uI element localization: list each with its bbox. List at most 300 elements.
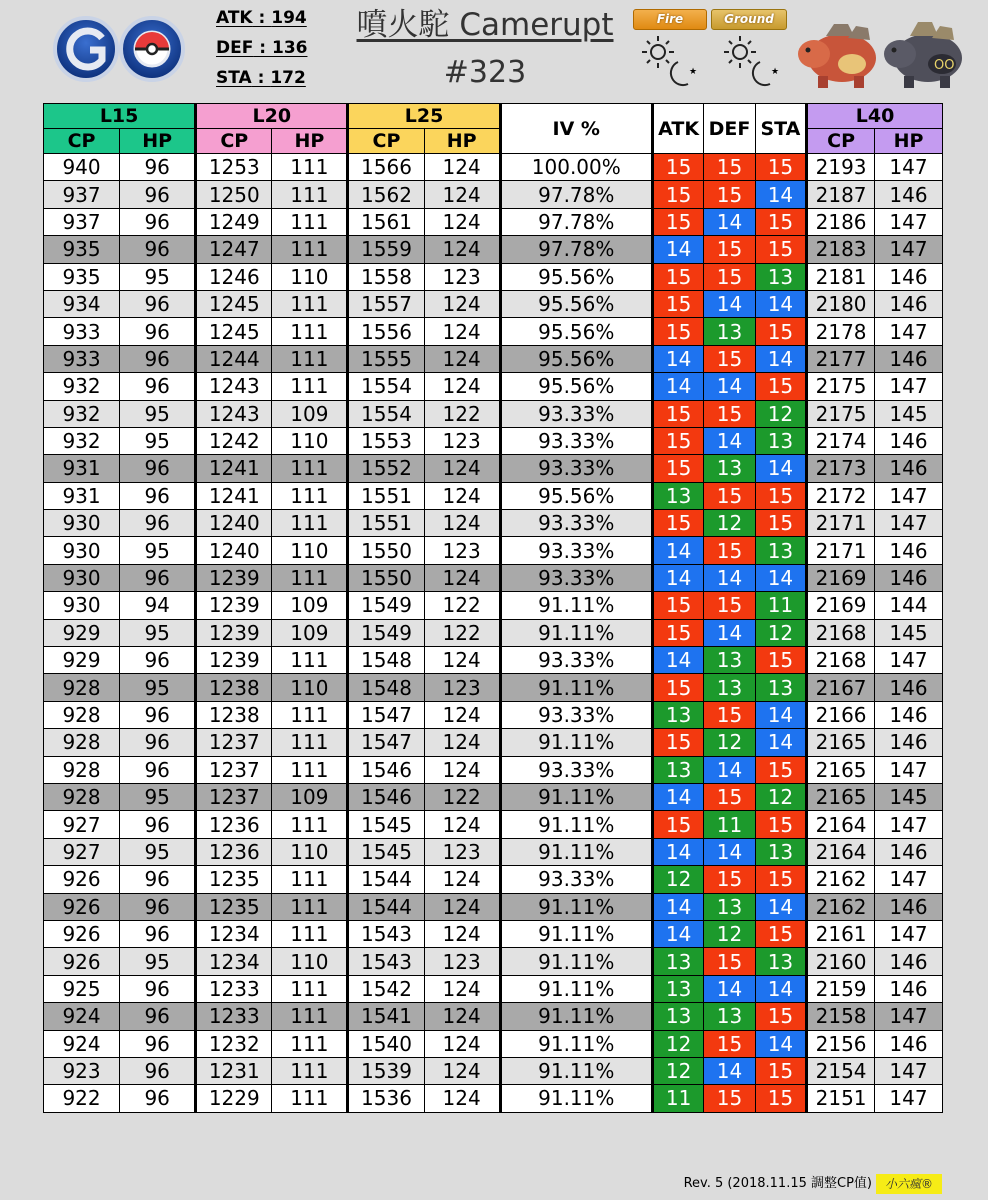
stat-def: DEF : 136 <box>216 38 308 58</box>
cell-l25hp: 124 <box>424 510 500 537</box>
cell-iv: 93.33% <box>500 455 652 482</box>
header-l15: L15 <box>44 104 196 129</box>
table-row <box>44 811 943 838</box>
cell-sta: 13 <box>755 537 806 564</box>
cell-l40hp: 147 <box>875 510 943 537</box>
cell-iv: 91.11% <box>500 674 652 701</box>
cell-sta: 15 <box>755 482 806 509</box>
table-row <box>44 263 943 290</box>
cell-sta: 15 <box>755 236 806 263</box>
cell-def: 15 <box>704 263 755 290</box>
cell-l40cp: 2180 <box>807 290 875 317</box>
cell-l40cp: 2175 <box>807 400 875 427</box>
svg-text:★: ★ <box>689 67 698 77</box>
cell-l20hp: 109 <box>272 400 348 427</box>
cell-l15cp: 928 <box>44 674 120 701</box>
cell-iv: 93.33% <box>500 701 652 728</box>
cell-l25cp: 1539 <box>348 1057 424 1084</box>
cell-l40hp: 147 <box>875 756 943 783</box>
cell-l20cp: 1242 <box>196 427 272 454</box>
cell-def: 14 <box>704 373 755 400</box>
header-hp: HP <box>875 129 943 154</box>
cell-l25cp: 1551 <box>348 482 424 509</box>
cell-l25cp: 1549 <box>348 619 424 646</box>
table-row <box>44 1030 943 1057</box>
cell-l20hp: 111 <box>272 345 348 372</box>
cell-l25hp: 124 <box>424 154 500 181</box>
cell-def: 15 <box>704 181 755 208</box>
cell-l15hp: 96 <box>120 510 196 537</box>
cell-l15hp: 96 <box>120 1057 196 1084</box>
cell-l15cp: 926 <box>44 866 120 893</box>
cell-l20cp: 1237 <box>196 729 272 756</box>
cell-l15hp: 95 <box>120 263 196 290</box>
table-row <box>44 948 943 975</box>
cell-l25hp: 124 <box>424 893 500 920</box>
table-row <box>44 701 943 728</box>
cell-atk: 15 <box>652 290 703 317</box>
cell-l40hp: 146 <box>875 975 943 1002</box>
header-cp: CP <box>196 129 272 154</box>
cell-l40cp: 2181 <box>807 263 875 290</box>
cell-l25cp: 1558 <box>348 263 424 290</box>
cell-def: 11 <box>704 811 755 838</box>
table-row <box>44 893 943 920</box>
table-row <box>44 838 943 865</box>
cell-l25hp: 124 <box>424 482 500 509</box>
cell-l15hp: 96 <box>120 701 196 728</box>
cell-l40cp: 2165 <box>807 783 875 810</box>
cell-atk: 14 <box>652 920 703 947</box>
cell-l40hp: 146 <box>875 701 943 728</box>
cell-l15cp: 933 <box>44 318 120 345</box>
cell-sta: 15 <box>755 318 806 345</box>
pokemon-go-logo-icon <box>52 14 186 84</box>
cell-atk: 13 <box>652 1003 703 1030</box>
cell-l25hp: 123 <box>424 838 500 865</box>
cell-l20hp: 111 <box>272 154 348 181</box>
cell-l40cp: 2193 <box>807 154 875 181</box>
cell-atk: 15 <box>652 181 703 208</box>
cell-l40cp: 2178 <box>807 318 875 345</box>
cell-sta: 13 <box>755 948 806 975</box>
cell-l20hp: 111 <box>272 729 348 756</box>
cell-l20hp: 111 <box>272 208 348 235</box>
cell-l40hp: 147 <box>875 811 943 838</box>
cell-l25cp: 1554 <box>348 373 424 400</box>
cell-atk: 14 <box>652 783 703 810</box>
cell-l15cp: 928 <box>44 756 120 783</box>
cell-atk: 14 <box>652 345 703 372</box>
cell-iv: 95.56% <box>500 318 652 345</box>
cell-l15cp: 940 <box>44 154 120 181</box>
table-row <box>44 181 943 208</box>
cell-def: 14 <box>704 564 755 591</box>
cell-l20cp: 1250 <box>196 181 272 208</box>
cell-l20hp: 111 <box>272 482 348 509</box>
cell-def: 15 <box>704 783 755 810</box>
cell-l15cp: 937 <box>44 208 120 235</box>
cell-l15cp: 930 <box>44 592 120 619</box>
cell-l40cp: 2173 <box>807 455 875 482</box>
cell-def: 15 <box>704 400 755 427</box>
table-row <box>44 455 943 482</box>
cell-iv: 91.11% <box>500 729 652 756</box>
cell-l20hp: 110 <box>272 948 348 975</box>
cell-l25cp: 1554 <box>348 400 424 427</box>
header-l20: L20 <box>196 104 348 129</box>
cell-l20hp: 110 <box>272 263 348 290</box>
cell-atk: 15 <box>652 811 703 838</box>
sun-moon-weather-icon <box>638 32 698 88</box>
table-row <box>44 975 943 1002</box>
cell-l25cp: 1546 <box>348 756 424 783</box>
cell-l15cp: 932 <box>44 427 120 454</box>
cell-l40cp: 2177 <box>807 345 875 372</box>
cell-l40cp: 2161 <box>807 920 875 947</box>
cell-l40cp: 2166 <box>807 701 875 728</box>
cell-l15hp: 96 <box>120 482 196 509</box>
cell-sta: 15 <box>755 1003 806 1030</box>
cell-def: 13 <box>704 647 755 674</box>
cell-atk: 13 <box>652 701 703 728</box>
cell-l20cp: 1234 <box>196 920 272 947</box>
cell-iv: 91.11% <box>500 920 652 947</box>
revision-note: Rev. 5 (2018.11.15 調整CP值) <box>683 1176 872 1191</box>
header-iv: IV % <box>500 104 652 154</box>
cell-def: 14 <box>704 208 755 235</box>
cell-l40cp: 2159 <box>807 975 875 1002</box>
table-row <box>44 564 943 591</box>
cell-atk: 15 <box>652 400 703 427</box>
cell-iv: 97.78% <box>500 181 652 208</box>
cell-def: 14 <box>704 1057 755 1084</box>
cell-l25cp: 1553 <box>348 427 424 454</box>
cell-l20hp: 111 <box>272 510 348 537</box>
cell-def: 12 <box>704 920 755 947</box>
cell-l25hp: 124 <box>424 1057 500 1084</box>
table-row <box>44 427 943 454</box>
cell-l20hp: 110 <box>272 674 348 701</box>
cell-def: 14 <box>704 427 755 454</box>
cell-l40hp: 146 <box>875 345 943 372</box>
cell-iv: 93.33% <box>500 756 652 783</box>
cell-sta: 11 <box>755 592 806 619</box>
cell-l20cp: 1229 <box>196 1085 272 1112</box>
cell-sta: 15 <box>755 866 806 893</box>
cell-atk: 14 <box>652 564 703 591</box>
cell-iv: 93.33% <box>500 510 652 537</box>
cell-iv: 91.11% <box>500 975 652 1002</box>
cell-l20cp: 1240 <box>196 537 272 564</box>
cell-l15hp: 95 <box>120 427 196 454</box>
cell-l20hp: 111 <box>272 236 348 263</box>
cell-l15hp: 95 <box>120 619 196 646</box>
cell-iv: 91.11% <box>500 811 652 838</box>
cell-sta: 12 <box>755 619 806 646</box>
cell-l20cp: 1249 <box>196 208 272 235</box>
cell-l25hp: 123 <box>424 427 500 454</box>
cell-l15cp: 929 <box>44 619 120 646</box>
cell-l25cp: 1566 <box>348 154 424 181</box>
cell-l25cp: 1561 <box>348 208 424 235</box>
cell-iv: 93.33% <box>500 647 652 674</box>
cell-l25cp: 1562 <box>348 181 424 208</box>
cell-l15hp: 96 <box>120 647 196 674</box>
cell-l40hp: 146 <box>875 455 943 482</box>
cell-atk: 14 <box>652 236 703 263</box>
cell-l25cp: 1545 <box>348 811 424 838</box>
cell-l25cp: 1550 <box>348 537 424 564</box>
cell-l40hp: 147 <box>875 318 943 345</box>
cell-l25cp: 1549 <box>348 592 424 619</box>
header-l40: L40 <box>807 104 943 129</box>
cell-l20hp: 111 <box>272 1030 348 1057</box>
cell-l15hp: 96 <box>120 181 196 208</box>
cell-atk: 14 <box>652 373 703 400</box>
cell-def: 15 <box>704 701 755 728</box>
cell-l40hp: 146 <box>875 290 943 317</box>
cell-l40hp: 146 <box>875 564 943 591</box>
cell-iv: 100.00% <box>500 154 652 181</box>
sun-moon-weather-icon <box>720 32 780 88</box>
header-cp: CP <box>44 129 120 154</box>
cell-l40cp: 2183 <box>807 236 875 263</box>
cell-l40cp: 2171 <box>807 510 875 537</box>
cell-l20cp: 1239 <box>196 564 272 591</box>
cell-atk: 13 <box>652 756 703 783</box>
cell-atk: 11 <box>652 1085 703 1112</box>
table-row <box>44 674 943 701</box>
cell-l25hp: 124 <box>424 920 500 947</box>
cell-l20hp: 111 <box>272 290 348 317</box>
cell-l25cp: 1556 <box>348 318 424 345</box>
cell-l25hp: 124 <box>424 866 500 893</box>
cell-sta: 13 <box>755 838 806 865</box>
svg-text:OO: OO <box>934 58 955 73</box>
cell-atk: 14 <box>652 893 703 920</box>
cell-l40hp: 146 <box>875 263 943 290</box>
table-row <box>44 154 943 181</box>
cell-l15cp: 937 <box>44 181 120 208</box>
cell-l40cp: 2169 <box>807 592 875 619</box>
cell-l40cp: 2175 <box>807 373 875 400</box>
cell-l40cp: 2172 <box>807 482 875 509</box>
cell-iv: 97.78% <box>500 236 652 263</box>
cell-atk: 15 <box>652 318 703 345</box>
table-row <box>44 290 943 317</box>
cell-sta: 12 <box>755 783 806 810</box>
cell-l15hp: 96 <box>120 920 196 947</box>
cell-atk: 15 <box>652 455 703 482</box>
cell-l15hp: 95 <box>120 948 196 975</box>
cell-def: 15 <box>704 948 755 975</box>
header-cp: CP <box>348 129 424 154</box>
cell-l20hp: 111 <box>272 564 348 591</box>
table-row <box>44 647 943 674</box>
cell-sta: 15 <box>755 1057 806 1084</box>
cell-l20cp: 1233 <box>196 975 272 1002</box>
cell-def: 15 <box>704 537 755 564</box>
table-row <box>44 592 943 619</box>
cell-iv: 93.33% <box>500 400 652 427</box>
cell-l15hp: 96 <box>120 1030 196 1057</box>
cell-l15hp: 96 <box>120 1085 196 1112</box>
table-row <box>44 1057 943 1084</box>
cell-def: 15 <box>704 154 755 181</box>
cell-iv: 91.11% <box>500 948 652 975</box>
cell-l25cp: 1555 <box>348 345 424 372</box>
cell-l40hp: 146 <box>875 948 943 975</box>
cell-sta: 14 <box>755 290 806 317</box>
cell-l40cp: 2168 <box>807 619 875 646</box>
header-hp: HP <box>120 129 196 154</box>
cell-l25hp: 124 <box>424 318 500 345</box>
base-stats <box>216 8 322 98</box>
cell-l40cp: 2165 <box>807 729 875 756</box>
cell-l15hp: 95 <box>120 674 196 701</box>
cell-l20cp: 1238 <box>196 674 272 701</box>
cell-l40hp: 147 <box>875 647 943 674</box>
cell-def: 14 <box>704 290 755 317</box>
cell-l25hp: 124 <box>424 455 500 482</box>
cell-l25hp: 124 <box>424 1030 500 1057</box>
cell-l20hp: 111 <box>272 1057 348 1084</box>
cell-l15hp: 96 <box>120 729 196 756</box>
cell-l20cp: 1237 <box>196 783 272 810</box>
header-sta: STA <box>755 104 806 154</box>
cell-l25cp: 1548 <box>348 647 424 674</box>
cell-l40hp: 146 <box>875 427 943 454</box>
header-hp: HP <box>272 129 348 154</box>
header-def: DEF <box>704 104 755 154</box>
cell-def: 13 <box>704 674 755 701</box>
cell-l15cp: 927 <box>44 811 120 838</box>
cell-l40hp: 145 <box>875 619 943 646</box>
cell-sta: 14 <box>755 701 806 728</box>
cell-iv: 93.33% <box>500 866 652 893</box>
cell-l20hp: 109 <box>272 592 348 619</box>
cell-l25hp: 124 <box>424 1003 500 1030</box>
cell-l20cp: 1234 <box>196 948 272 975</box>
cell-l40hp: 146 <box>875 181 943 208</box>
cell-atk: 15 <box>652 510 703 537</box>
cell-atk: 12 <box>652 1030 703 1057</box>
header-hp: HP <box>424 129 500 154</box>
cell-l15hp: 96 <box>120 564 196 591</box>
cell-atk: 15 <box>652 729 703 756</box>
cell-l25hp: 124 <box>424 208 500 235</box>
cell-l15hp: 96 <box>120 756 196 783</box>
pokemon-title: 噴火駝 Camerupt <box>356 7 614 43</box>
cell-def: 13 <box>704 318 755 345</box>
cell-l15cp: 924 <box>44 1003 120 1030</box>
cell-l20hp: 111 <box>272 1085 348 1112</box>
cell-def: 14 <box>704 619 755 646</box>
cell-l40hp: 146 <box>875 1030 943 1057</box>
cell-l20cp: 1243 <box>196 373 272 400</box>
cell-l25hp: 122 <box>424 400 500 427</box>
cell-sta: 15 <box>755 1085 806 1112</box>
cell-sta: 15 <box>755 373 806 400</box>
cell-l20cp: 1241 <box>196 455 272 482</box>
cell-l40cp: 2162 <box>807 866 875 893</box>
cell-l15cp: 922 <box>44 1085 120 1112</box>
cell-l40hp: 145 <box>875 783 943 810</box>
cell-l40hp: 146 <box>875 674 943 701</box>
cell-l20cp: 1243 <box>196 400 272 427</box>
cell-sta: 14 <box>755 564 806 591</box>
cell-atk: 14 <box>652 647 703 674</box>
cell-l25hp: 124 <box>424 729 500 756</box>
cell-l40cp: 2171 <box>807 537 875 564</box>
table-row <box>44 482 943 509</box>
cell-l40hp: 147 <box>875 154 943 181</box>
table-row <box>44 1003 943 1030</box>
cell-l15hp: 94 <box>120 592 196 619</box>
cell-l15hp: 96 <box>120 373 196 400</box>
camerupt-icon <box>792 6 882 96</box>
cell-l40cp: 2167 <box>807 674 875 701</box>
cell-l15cp: 935 <box>44 236 120 263</box>
cell-def: 12 <box>704 510 755 537</box>
cell-sta: 15 <box>755 811 806 838</box>
cell-atk: 15 <box>652 154 703 181</box>
cell-l20cp: 1239 <box>196 647 272 674</box>
cell-sta: 15 <box>755 510 806 537</box>
cell-atk: 15 <box>652 427 703 454</box>
cell-l15cp: 929 <box>44 647 120 674</box>
cell-l20hp: 111 <box>272 866 348 893</box>
cell-l25hp: 122 <box>424 783 500 810</box>
cell-l15cp: 930 <box>44 537 120 564</box>
cell-l40hp: 146 <box>875 537 943 564</box>
cell-l40hp: 147 <box>875 1003 943 1030</box>
cell-l15hp: 96 <box>120 893 196 920</box>
table-row <box>44 729 943 756</box>
cell-iv: 95.56% <box>500 290 652 317</box>
cell-l15hp: 96 <box>120 811 196 838</box>
cell-l20hp: 111 <box>272 975 348 1002</box>
cell-l15cp: 927 <box>44 838 120 865</box>
cell-l20cp: 1233 <box>196 1003 272 1030</box>
type-badge-fire: Fire <box>633 9 707 30</box>
cell-l15cp: 932 <box>44 400 120 427</box>
cell-l25cp: 1547 <box>348 701 424 728</box>
cell-l20cp: 1245 <box>196 290 272 317</box>
cell-l40cp: 2160 <box>807 948 875 975</box>
cell-l20hp: 111 <box>272 756 348 783</box>
cell-sta: 15 <box>755 208 806 235</box>
cell-l15hp: 96 <box>120 318 196 345</box>
cell-l40cp: 2158 <box>807 1003 875 1030</box>
cell-atk: 15 <box>652 619 703 646</box>
cell-l25hp: 123 <box>424 948 500 975</box>
table-row <box>44 756 943 783</box>
table-row <box>44 783 943 810</box>
cell-sta: 14 <box>755 345 806 372</box>
cell-l25cp: 1548 <box>348 674 424 701</box>
cell-l15cp: 928 <box>44 701 120 728</box>
cell-iv: 91.11% <box>500 1057 652 1084</box>
cell-l15hp: 96 <box>120 290 196 317</box>
cell-sta: 14 <box>755 893 806 920</box>
cell-iv: 91.11% <box>500 1030 652 1057</box>
cell-iv: 95.56% <box>500 345 652 372</box>
cell-l40cp: 2187 <box>807 181 875 208</box>
cell-l25cp: 1544 <box>348 866 424 893</box>
cell-iv: 93.33% <box>500 564 652 591</box>
